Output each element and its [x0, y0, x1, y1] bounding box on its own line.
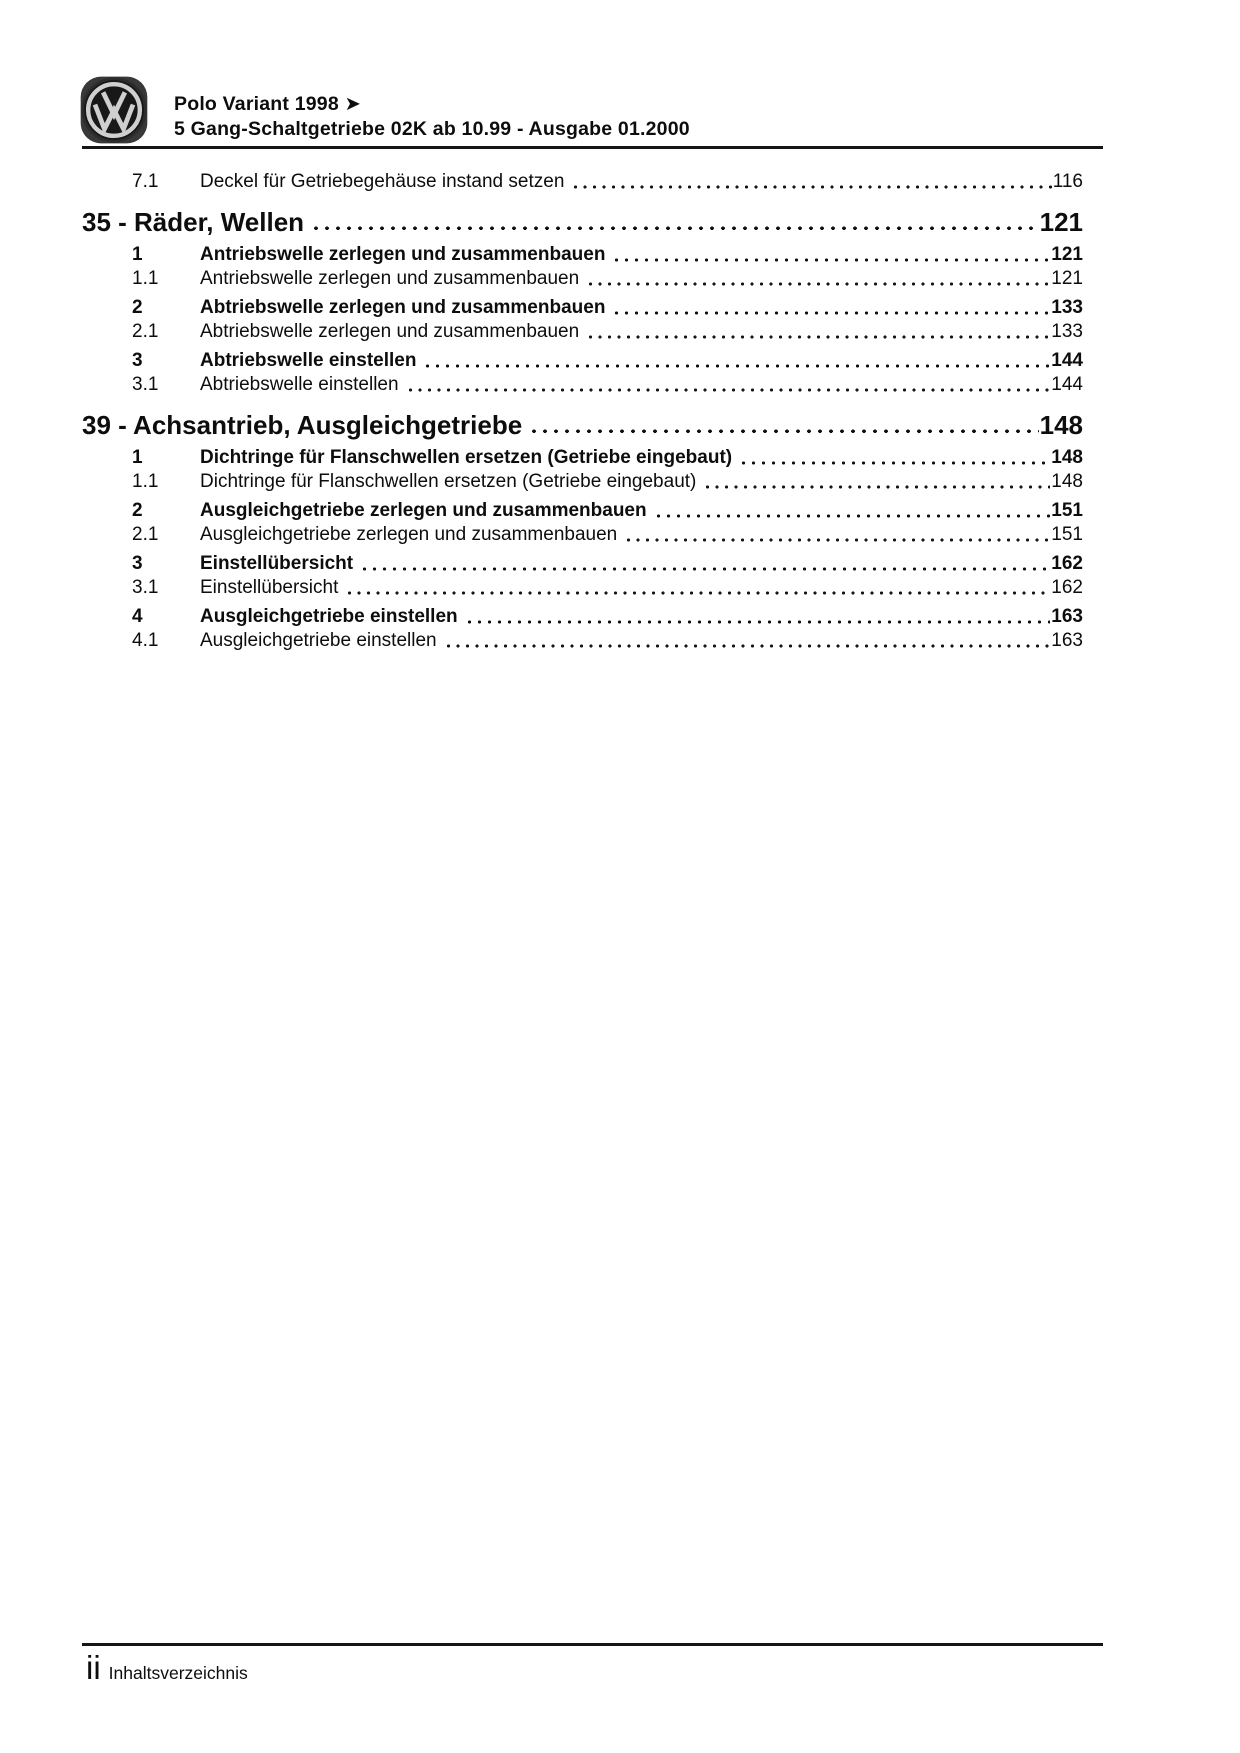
toc-entry-title: Abtriebswelle zerlegen und zusammenbauen	[200, 321, 580, 342]
table-of-contents	[82, 170, 1083, 653]
toc-section-title: 35 - Räder, Wellen	[82, 207, 305, 237]
header-divider	[82, 146, 1103, 149]
toc-entry-title: Einstellübersicht	[200, 577, 339, 598]
toc-entry[interactable]	[82, 349, 1083, 373]
toc-entry[interactable]	[82, 629, 1083, 653]
toc-entry-number: 1.1	[132, 268, 159, 289]
toc-section	[82, 207, 1083, 397]
toc-entry-page: 148	[1051, 447, 1083, 468]
toc-entry[interactable]	[82, 552, 1083, 576]
toc-entry[interactable]	[82, 576, 1083, 600]
vw-logo-icon	[80, 76, 148, 144]
toc-entry-number: 1	[132, 244, 143, 265]
footer-divider	[82, 1643, 1103, 1646]
toc-entry-page: 163	[1051, 606, 1083, 627]
toc-entry-page: 133	[1051, 321, 1083, 342]
toc-entry[interactable]	[82, 446, 1083, 470]
toc-entry[interactable]	[82, 267, 1083, 291]
toc-entry[interactable]	[82, 243, 1083, 267]
toc-entry[interactable]	[82, 296, 1083, 320]
toc-leader-dots	[360, 552, 1050, 576]
toc-leader-dots	[406, 373, 1051, 397]
toc-entry-page: 116	[1052, 171, 1083, 192]
toc-entry[interactable]	[82, 170, 1083, 194]
toc-leader-dots	[311, 207, 1039, 238]
toc-entry-number: 3.1	[132, 374, 159, 395]
footer-section-label: Inhaltsverzeichnis	[108, 1663, 248, 1683]
toc-section-title: 39 - Achsantrieb, Ausgleichgetriebe	[82, 410, 523, 440]
toc-leader-dots	[703, 470, 1050, 494]
toc-section-page: 148	[1039, 410, 1083, 440]
toc-entry[interactable]	[82, 523, 1083, 547]
toc-entry-page: 151	[1051, 524, 1083, 545]
toc-entry-page: 121	[1051, 244, 1083, 265]
toc-entry-number: 4.1	[132, 630, 159, 651]
toc-entry-number: 4	[132, 606, 143, 627]
toc-entry[interactable]	[82, 605, 1083, 629]
toc-entry-page: 148	[1051, 471, 1083, 492]
toc-entry-number: 7.1	[132, 171, 159, 192]
toc-leader-dots	[586, 320, 1050, 344]
toc-section-heading[interactable]	[82, 410, 1083, 441]
toc-entry-page: 162	[1051, 553, 1083, 574]
toc-leader-dots	[654, 499, 1051, 523]
toc-entry-page: 144	[1051, 374, 1083, 395]
toc-leader-dots	[624, 523, 1050, 547]
toc-entry-number: 1	[132, 447, 143, 468]
toc-leader-dots	[586, 267, 1050, 291]
toc-entry-page: 144	[1051, 350, 1083, 371]
toc-entry-title: Antriebswelle zerlegen und zusammenbauen	[200, 244, 606, 265]
toc-entry-number: 2	[132, 297, 143, 318]
toc-section-page: 121	[1039, 207, 1083, 237]
toc-leader-dots	[739, 446, 1050, 470]
toc-entry-page: 162	[1051, 577, 1083, 598]
toc-entry-title: Abtriebswelle einstellen	[200, 350, 417, 371]
toc-entry-title: Antriebswelle zerlegen und zusammenbauen	[200, 268, 580, 289]
toc-leader-dots	[612, 296, 1050, 320]
page-footer	[86, 1650, 248, 1686]
toc-entry-title: Abtriebswelle einstellen	[200, 374, 399, 395]
toc-entry-title: Dichtringe für Flanschwellen ersetzen (Getriebe eingebaut)	[200, 471, 697, 492]
toc-entry-page: 163	[1051, 630, 1083, 651]
toc-section-entries	[82, 446, 1083, 653]
toc-entry-number: 2.1	[132, 321, 159, 342]
toc-entry-page: 121	[1051, 268, 1083, 289]
toc-leader-dots	[345, 576, 1050, 600]
toc-entry-title: Abtriebswelle zerlegen und zusammenbauen	[200, 297, 606, 318]
toc-leader-dots	[571, 170, 1051, 194]
header-titles	[174, 76, 690, 142]
toc-leader-dots	[423, 349, 1050, 373]
toc-entry[interactable]	[82, 373, 1083, 397]
toc-entry[interactable]	[82, 320, 1083, 344]
toc-entry-number: 2	[132, 500, 143, 521]
toc-entry-title: Ausgleichgetriebe zerlegen und zusammenbauen	[200, 500, 647, 521]
toc-entry-title: Dichtringe für Flanschwellen ersetzen (Getriebe eingebaut)	[200, 447, 733, 468]
header-title-line2: 5 Gang-Schaltgetriebe 02K ab 10.99 - Ausgabe 01.2000	[174, 118, 690, 140]
page-header	[80, 76, 690, 144]
footer-page-number: ii	[86, 1649, 101, 1686]
toc-section	[82, 410, 1083, 653]
toc-leader-dots	[612, 243, 1050, 267]
header-title-line1: Polo Variant 1998 ➤	[174, 93, 362, 115]
toc-entry[interactable]	[82, 470, 1083, 494]
toc-section-heading[interactable]	[82, 207, 1083, 238]
toc-leader-dots	[465, 605, 1051, 629]
toc-entry-page: 133	[1051, 297, 1083, 318]
toc-entry-title: Ausgleichgetriebe zerlegen und zusammenbauen	[200, 524, 618, 545]
toc-entry-number: 3	[132, 350, 143, 371]
toc-entry-title: Deckel für Getriebegehäuse instand setzen	[200, 171, 565, 192]
toc-entry-title: Ausgleichgetriebe einstellen	[200, 630, 437, 651]
toc-entry-number: 3	[132, 553, 143, 574]
toc-entry-title: Ausgleichgetriebe einstellen	[200, 606, 458, 627]
toc-entry-number: 3.1	[132, 577, 159, 598]
toc-leader-dots	[444, 629, 1051, 653]
toc-entry[interactable]	[82, 499, 1083, 523]
toc-entry-number: 2.1	[132, 524, 159, 545]
toc-entry-number: 1.1	[132, 471, 159, 492]
toc-entry-page: 151	[1051, 500, 1083, 521]
toc-leader-dots	[529, 410, 1038, 441]
toc-section-entries	[82, 243, 1083, 397]
toc-entry-title: Einstellübersicht	[200, 553, 354, 574]
